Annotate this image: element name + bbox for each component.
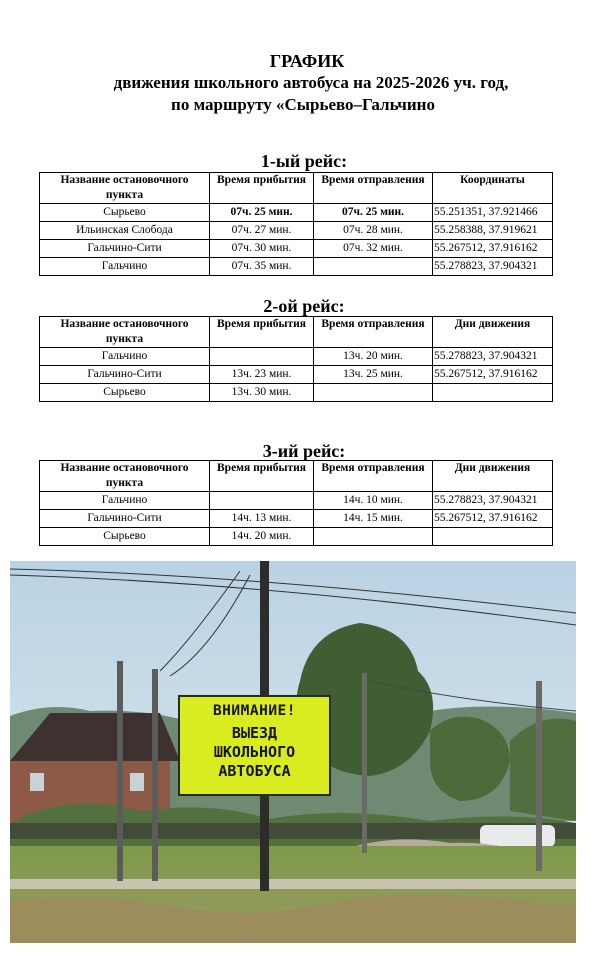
table-header-row — [40, 461, 553, 492]
arrival-time: 14ч. 13 мин. — [210, 510, 314, 528]
departure-time: 14ч. 15 мин. — [314, 510, 433, 528]
header-arrival: Время прибытия — [210, 173, 314, 204]
departure-time — [314, 528, 433, 546]
stop-name: Сырьево — [40, 204, 210, 222]
departure-time — [314, 384, 433, 402]
stop-name: Сырьево — [40, 528, 210, 546]
header-departure: Время отправления — [314, 461, 433, 492]
table-row — [40, 492, 553, 510]
sign-attention-text: ВНИМАНИЕ! — [212, 703, 297, 719]
arrival-time: 07ч. 25 мин. — [210, 204, 314, 222]
header-arrival: Время прибытия — [210, 461, 314, 492]
stop-name: Ильинская Слобода — [40, 222, 210, 240]
table-header-row — [40, 173, 553, 204]
coordinates: 55.251351, 37.921466 — [433, 204, 553, 222]
coordinates: 55.267512, 37.916162 — [433, 240, 553, 258]
warning-sign — [178, 695, 331, 796]
arrival-time: 07ч. 27 мин. — [210, 222, 314, 240]
departure-time: 07ч. 28 мин. — [314, 222, 433, 240]
table-row — [40, 384, 553, 402]
stop-name: Гальчино — [40, 258, 210, 276]
arrival-time: 07ч. 35 мин. — [210, 258, 314, 276]
trip-3-table — [39, 460, 553, 546]
coordinates — [433, 528, 553, 546]
coordinates: 55.267512, 37.916162 — [433, 366, 553, 384]
table-row — [40, 510, 553, 528]
title-line-3: по маршруту «Сырьево–Гальчино — [171, 95, 435, 114]
coordinates: 55.278823, 37.904321 — [433, 258, 553, 276]
tree — [510, 719, 576, 822]
table-row — [40, 240, 553, 258]
stop-name: Гальчино — [40, 348, 210, 366]
road — [10, 879, 576, 889]
trip-3-heading: 3-ий рейс: — [262, 441, 346, 461]
coordinates — [433, 384, 553, 402]
utility-pole — [152, 669, 158, 881]
arrival-time: 07ч. 30 мин. — [210, 240, 314, 258]
trip-1-table — [39, 172, 553, 276]
coordinates: 55.278823, 37.904321 — [433, 348, 553, 366]
header-days: Дни движения — [433, 317, 553, 348]
trip-2-table — [39, 316, 553, 402]
utility-pole — [362, 673, 367, 853]
trip-2-heading: 2-ой рейс: — [263, 296, 345, 316]
departure-time: 14ч. 10 мин. — [314, 492, 433, 510]
table-header-row — [40, 317, 553, 348]
document-title — [0, 50, 600, 116]
table-row — [40, 348, 553, 366]
table-row — [40, 258, 553, 276]
header-days: Дни движения — [433, 461, 553, 492]
header-departure: Время отправления — [314, 317, 433, 348]
table-row — [40, 222, 553, 240]
car — [480, 825, 555, 847]
coordinates: 55.258388, 37.919621 — [433, 222, 553, 240]
arrival-time: 13ч. 23 мин. — [210, 366, 314, 384]
stop-name: Сырьево — [40, 384, 210, 402]
sign-text-line: ШКОЛЬНОГО — [213, 743, 296, 761]
table-row — [40, 204, 553, 222]
header-departure: Время отправления — [314, 173, 433, 204]
trip-1-heading: 1-ый рейс: — [260, 151, 348, 171]
departure-time: 13ч. 20 мин. — [314, 348, 433, 366]
arrival-time: 14ч. 20 мин. — [210, 528, 314, 546]
house-window — [130, 773, 144, 791]
stop-name: Гальчино-Сити — [40, 366, 210, 384]
departure-time — [314, 258, 433, 276]
departure-time: 07ч. 25 мин. — [314, 204, 433, 222]
table-row — [40, 366, 553, 384]
header-stop-name: Название остановочного пункта — [40, 317, 210, 348]
header-coordinates: Координаты — [433, 173, 553, 204]
table-row — [40, 528, 553, 546]
coordinates: 55.278823, 37.904321 — [433, 492, 553, 510]
header-arrival: Время прибытия — [210, 317, 314, 348]
road-sign-photo — [10, 561, 576, 943]
arrival-time: 13ч. 30 мин. — [210, 384, 314, 402]
stop-name: Гальчино — [40, 492, 210, 510]
arrival-time — [210, 492, 314, 510]
arrival-time — [210, 348, 314, 366]
utility-pole — [536, 681, 542, 871]
stop-name: Гальчино-Сити — [40, 510, 210, 528]
title-line-1: ГРАФИК — [269, 51, 345, 71]
title-line-2: движения школьного автобуса на 2025-2026 уч. год, — [113, 73, 509, 92]
sign-text-line: АВТОБУСА — [218, 762, 291, 780]
coordinates: 55.267512, 37.916162 — [433, 510, 553, 528]
header-stop-name: Название остановочного пункта — [40, 461, 210, 492]
header-stop-name: Название остановочного пункта — [40, 173, 210, 204]
utility-pole — [117, 661, 123, 881]
sign-text-line: ВЫЕЗД — [231, 724, 278, 742]
departure-time: 07ч. 32 мин. — [314, 240, 433, 258]
departure-time: 13ч. 25 мин. — [314, 366, 433, 384]
stop-name: Гальчино-Сити — [40, 240, 210, 258]
house-window — [30, 773, 44, 791]
